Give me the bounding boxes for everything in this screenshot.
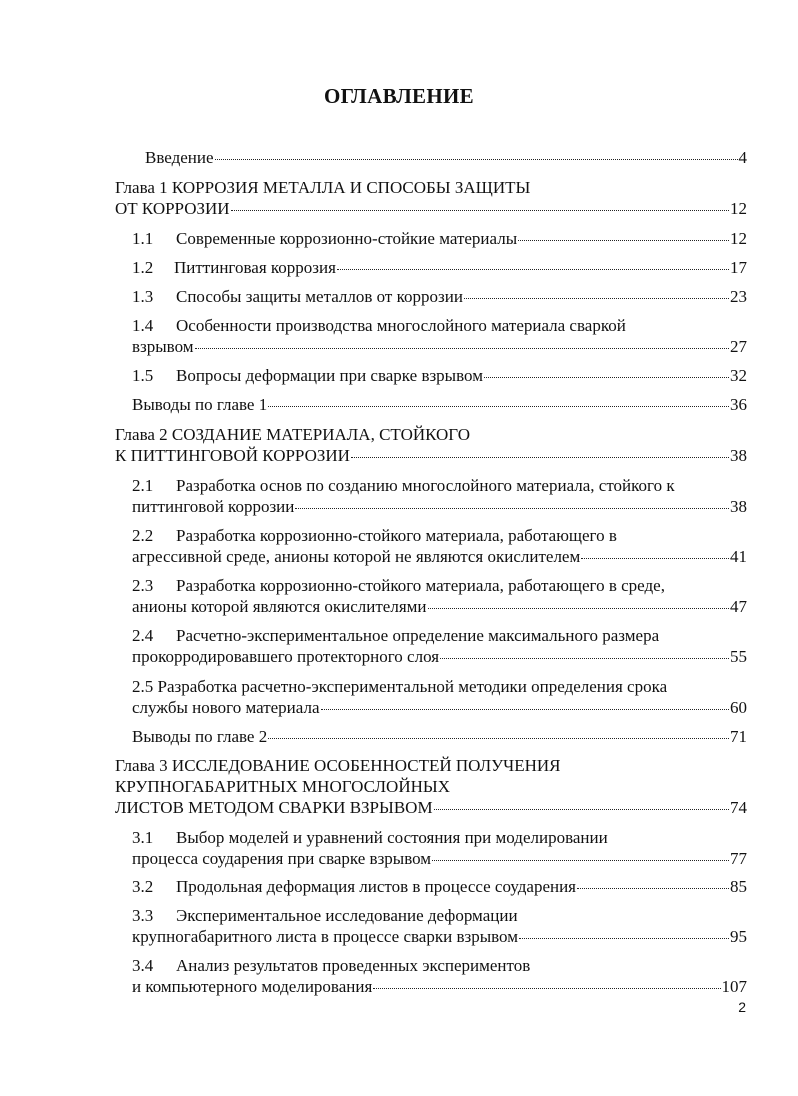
- section-number: 1.1: [132, 229, 154, 248]
- entry-text: Разработка коррозионно-стойкого материала, работающего в: [176, 526, 617, 545]
- section-number: 3.2: [132, 877, 154, 896]
- dot-leader: [440, 658, 729, 659]
- dot-leader: [337, 269, 729, 270]
- toc-entry-intro[interactable]: [145, 148, 747, 168]
- entry-text: Выводы по главе 2: [132, 727, 268, 746]
- toc-chapter-3-line3[interactable]: [115, 798, 747, 818]
- toc-section-2-4-line1[interactable]: [132, 626, 659, 646]
- section-number: 3.1: [132, 828, 154, 847]
- entry-text: Питтинговая коррозия: [174, 258, 336, 277]
- entry-page: 107: [721, 977, 747, 996]
- entry-text: Современные коррозионно-стойкие материалы: [176, 229, 518, 248]
- dot-leader: [519, 938, 729, 939]
- entry-text: Глава 1 КОРРОЗИЯ МЕТАЛЛА И СПОСОБЫ ЗАЩИТЫ: [115, 178, 531, 197]
- entry-text: Экспериментальное исследование деформации: [176, 906, 518, 925]
- toc-chapter-1-line2[interactable]: [115, 199, 747, 219]
- entry-page: 27: [730, 337, 747, 356]
- entry-text: Глава 3 ИССЛЕДОВАНИЕ ОСОБЕННОСТЕЙ ПОЛУЧЕНИЯ: [115, 756, 561, 775]
- page-number: 2: [738, 999, 746, 1015]
- dot-leader: [518, 240, 729, 241]
- dot-leader: [428, 608, 729, 609]
- entry-page: 38: [730, 446, 747, 465]
- page-title: ОГЛАВЛЕНИЕ: [324, 84, 474, 108]
- toc-section-1-4-line2[interactable]: [132, 337, 747, 357]
- entry-text: 2.5 Разработка расчетно-экспериментальной методики определения срока: [132, 677, 668, 696]
- toc-section-1-3[interactable]: [132, 287, 747, 307]
- toc-section-2-3-line2[interactable]: [132, 597, 747, 617]
- entry-text: ОТ КОРРОЗИИ: [115, 199, 230, 218]
- dot-leader: [268, 406, 729, 407]
- section-number: 2.2: [132, 526, 154, 545]
- entry-text: крупногабаритного листа в процессе сварки взрывом: [132, 927, 518, 946]
- entry-page: 60: [730, 698, 747, 717]
- toc-section-1-1[interactable]: [132, 229, 747, 249]
- entry-text: Продольная деформация листов в процессе соударения: [176, 877, 576, 896]
- dot-leader: [484, 377, 729, 378]
- entry-page: 36: [730, 395, 747, 414]
- entry-page: 12: [730, 229, 747, 248]
- entry-page: 41: [730, 547, 747, 566]
- entry-page: 71: [730, 727, 747, 746]
- entry-page: 12: [730, 199, 747, 218]
- toc-section-2-2-line1[interactable]: [132, 526, 617, 546]
- toc-section-1-2[interactable]: [132, 258, 747, 278]
- toc-section-3-2[interactable]: [132, 877, 747, 897]
- section-number: 1.5: [132, 366, 154, 385]
- section-number: 1.4: [132, 316, 154, 335]
- entry-page: 17: [730, 258, 747, 277]
- dot-leader: [434, 809, 729, 810]
- entry-text: Вопросы деформации при сварке взрывом: [176, 366, 483, 385]
- toc-section-2-4-line2[interactable]: [132, 647, 747, 667]
- entry-page: 95: [730, 927, 747, 946]
- toc-conclusions-1[interactable]: [132, 395, 747, 415]
- toc-section-1-5[interactable]: [132, 366, 747, 386]
- toc-section-1-4-line1[interactable]: [132, 316, 626, 336]
- toc-section-2-5-line1[interactable]: [132, 677, 667, 697]
- toc-chapter-2-line1[interactable]: [115, 425, 470, 445]
- toc-section-3-4-line2[interactable]: [132, 977, 747, 997]
- entry-page: 47: [730, 597, 747, 616]
- dot-leader: [577, 888, 729, 889]
- entry-text: Разработка основ по созданию многослойного материала, стойкого к: [176, 476, 675, 495]
- toc-section-3-3-line2[interactable]: [132, 927, 747, 947]
- section-number: 3.3: [132, 906, 154, 925]
- entry-text: и компьютерного моделирования: [132, 977, 373, 996]
- dot-leader: [268, 738, 729, 739]
- entry-text: КРУПНОГАБАРИТНЫХ МНОГОСЛОЙНЫХ: [115, 777, 450, 796]
- dot-leader: [432, 860, 729, 861]
- entry-page: 32: [730, 366, 747, 385]
- entry-text: ЛИСТОВ МЕТОДОМ СВАРКИ ВЗРЫВОМ: [115, 798, 433, 817]
- entry-page: 74: [730, 798, 747, 817]
- section-number: 3.4: [132, 956, 154, 975]
- dot-leader: [321, 709, 730, 710]
- dot-leader: [195, 348, 729, 349]
- dot-leader: [351, 457, 729, 458]
- section-number: 2.4: [132, 626, 154, 645]
- entry-text: питтинговой коррозии: [132, 497, 295, 516]
- toc-section-2-2-line2[interactable]: [132, 547, 747, 567]
- toc-section-2-5-line2[interactable]: [132, 698, 747, 718]
- toc-chapter-3-line1[interactable]: [115, 756, 561, 776]
- entry-text: К ПИТТИНГОВОЙ КОРРОЗИИ: [115, 446, 350, 465]
- dot-leader: [231, 210, 729, 211]
- dot-leader: [373, 988, 720, 989]
- entry-page: 4: [738, 148, 747, 167]
- entry-text: службы нового материала: [132, 698, 320, 717]
- entry-text: процесса соударения при сварке взрывом: [132, 849, 432, 868]
- entry-text: Анализ результатов проведенных экспериментов: [176, 956, 531, 975]
- entry-text: Глава 2 СОЗДАНИЕ МАТЕРИАЛА, СТОЙКОГО: [115, 425, 470, 444]
- section-number: 1.2: [132, 258, 154, 277]
- dot-leader: [581, 558, 729, 559]
- toc-section-3-3-line1[interactable]: [132, 906, 518, 926]
- entry-text: агрессивной среде, анионы которой не являются окислителем: [132, 547, 581, 566]
- section-number: 2.1: [132, 476, 154, 495]
- toc-section-3-4-line1[interactable]: [132, 956, 530, 976]
- entry-text: анионы которой являются окислителями: [132, 597, 427, 616]
- entry-text: Выбор моделей и уравнений состояния при моделировании: [176, 828, 608, 847]
- section-number: 1.3: [132, 287, 154, 306]
- entry-text: Выводы по главе 1: [132, 395, 268, 414]
- entry-text: прокорродировавшего протекторного слоя: [132, 647, 440, 666]
- entry-page: 85: [730, 877, 747, 896]
- entry-page: 55: [730, 647, 747, 666]
- dot-leader: [215, 159, 738, 160]
- entry-text: Особенности производства многослойного материала сваркой: [176, 316, 626, 335]
- entry-text: взрывом: [132, 337, 194, 356]
- dot-leader: [464, 298, 729, 299]
- section-number: 2.3: [132, 576, 154, 595]
- entry-text: Разработка коррозионно-стойкого материала, работающего в среде,: [176, 576, 665, 595]
- toc-section-2-1-line1[interactable]: [132, 476, 675, 496]
- toc-chapter-2-line2[interactable]: [115, 446, 747, 466]
- entry-page: 23: [730, 287, 747, 306]
- entry-page: 38: [730, 497, 747, 516]
- toc-chapter-3-line2[interactable]: [115, 777, 450, 797]
- dot-leader: [295, 508, 729, 509]
- toc-section-3-1-line1[interactable]: [132, 828, 608, 848]
- toc-section-2-1-line2[interactable]: [132, 497, 747, 517]
- entry-page: 77: [730, 849, 747, 868]
- toc-chapter-1-line1[interactable]: [115, 178, 530, 198]
- toc-section-2-3-line1[interactable]: [132, 576, 665, 596]
- entry-text: Введение: [145, 148, 214, 167]
- entry-text: Расчетно-экспериментальное определение максимального размера: [176, 626, 660, 645]
- entry-text: Способы защиты металлов от коррозии: [176, 287, 463, 306]
- toc-section-3-1-line2[interactable]: [132, 849, 747, 869]
- toc-conclusions-2[interactable]: [132, 727, 747, 747]
